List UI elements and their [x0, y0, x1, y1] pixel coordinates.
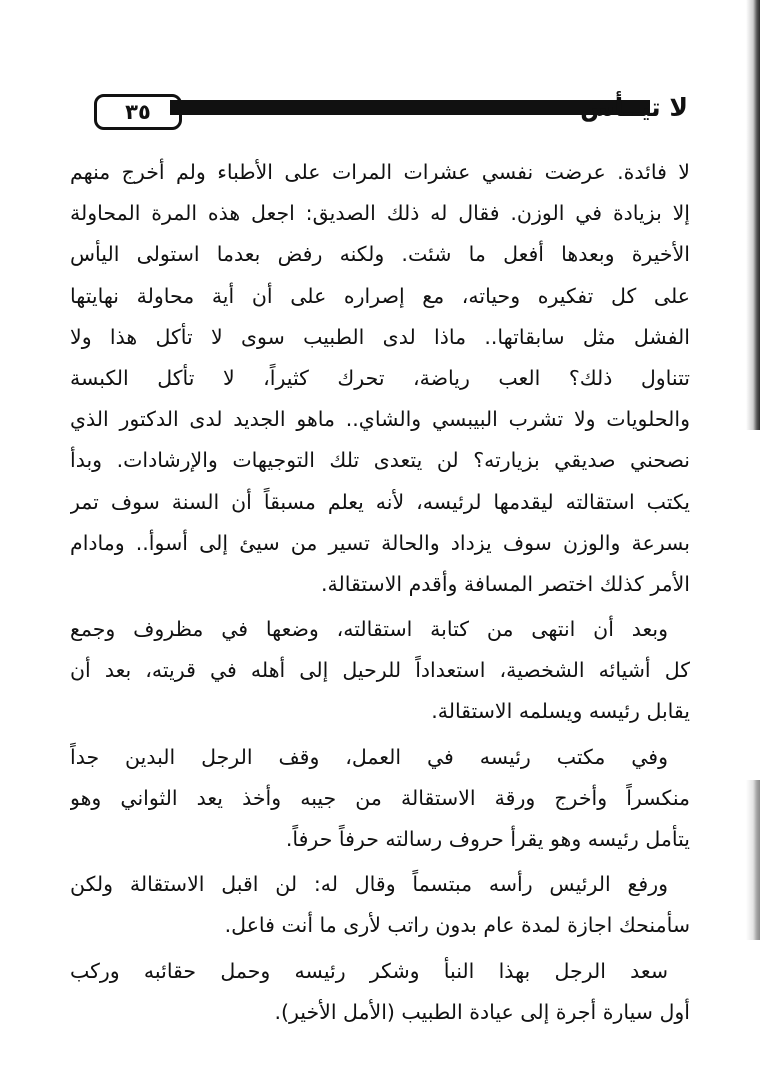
text-line: على كل تفكيره وحياته، مع إصراره على أن أية محاولة نهايتها [70, 283, 690, 308]
page-number: ٣٥ [125, 100, 151, 124]
text-line: سأمنحك اجازة لمدة عام بدون راتب لأرى ما أنت فاعل. [224, 913, 690, 938]
text-line: وفي مكتب رئيسه في العمل، وقف الرجل البدين جداً [70, 744, 668, 769]
text-line: منكسراً وأخرج ورقة الاستقالة من جيبه وأخذ يعد الثواني وهو [70, 785, 690, 810]
text-line: يكتب استقالته ليقدمها لرئيسه، لأنه يعلم مسبقاً أن السنة سوف تمر [70, 489, 690, 514]
book-title: لا تيــأس [580, 93, 688, 122]
text-line: وبعد أن انتهى من كتابة استقالته، وضعها في مظروف وجمع [70, 617, 668, 642]
text-line: كل أشيائه الشخصية، استعداداً للرحيل إلى أهله في قريته، بعد أن [70, 658, 690, 683]
text-line: الأخيرة وبعدها أفعل ما شئت. ولكنه رفض بعدما استولى اليأس [70, 242, 690, 267]
text-line: سعد الرجل بهذا النبأ وشكر رئيسه وحمل حقائبه وركب [70, 958, 668, 983]
text-line: يتأمل رئيسه وهو يقرأ حروف رسالته حرفاً حرفاً. [285, 827, 690, 851]
text-line: يقابل رئيسه ويسلمه الاستقالة. [431, 699, 690, 724]
running-header [88, 88, 688, 132]
text-line: الفشل مثل سابقاتها.. ماذا لدى الطبيب سوى لا تأكل هذا ولا [70, 324, 690, 349]
text-line: الأمر كذلك اختصر المسافة وأقدم الاستقالة. [320, 571, 690, 596]
header-rule [170, 100, 650, 115]
page-binding-edge [746, 0, 760, 430]
text-line: تتناول ذلك؟ العب رياضة، تحرك كثيراً، لا تأكل الكبسة [70, 365, 690, 390]
text-line: والحلويات ولا تشرب البيبسي والشاي.. ماهو الجديد لدى الدكتور الذي [70, 407, 690, 432]
text-line: لا فائدة. عرضت نفسي عشرات المرات على الأطباء ولم أخرج منهم [70, 160, 690, 184]
page-binding-shadow [746, 780, 760, 940]
text-line: بسرعة والوزن سوف يزداد والحالة تسير من سيئ إلى أسوأ.. ومادام [70, 530, 690, 555]
text-line: نصحني صديقي بزيارته؟ لن يتعدى تلك التوجيهات والإرشادات. وبدأ [70, 448, 690, 473]
text-line: إلا بزيادة في الوزن. فقال له ذلك الصديق: اجعل هذه المرة المحاولة [70, 201, 690, 226]
page-number-box [94, 94, 182, 130]
text-line: أول سيارة أجرة إلى عيادة الطبيب (الأمل الأخير). [274, 999, 690, 1024]
text-line: ورفع الرئيس رأسه مبتسماً وقال له: لن اقبل الاستقالة ولكن [70, 872, 668, 897]
body-text [70, 152, 690, 1033]
